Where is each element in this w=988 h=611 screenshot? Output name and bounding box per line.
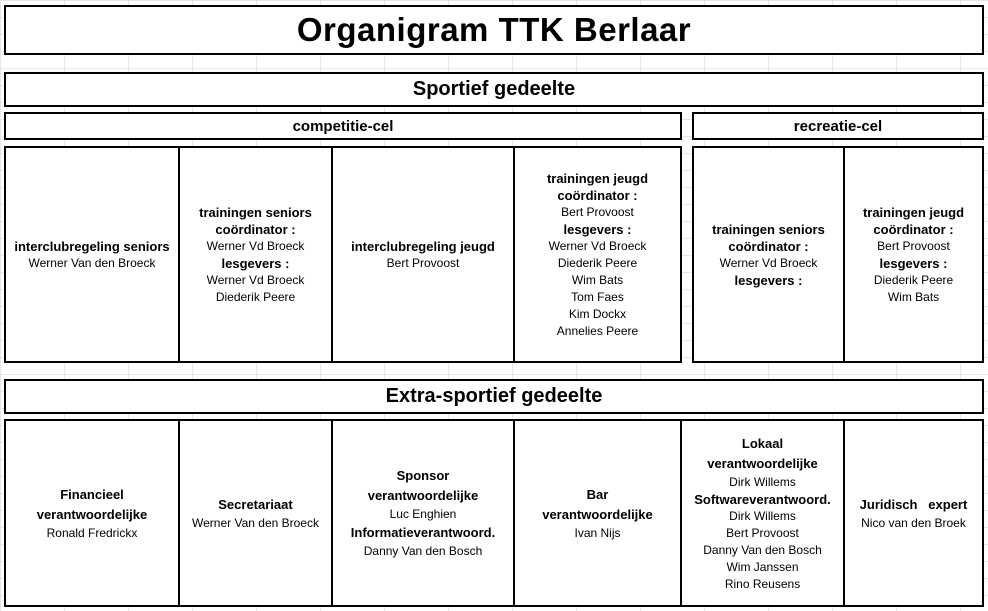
recreatie-header: [692, 112, 984, 140]
cell-title: trainingen seniors: [712, 221, 825, 237]
cell-person: Bert Provoost: [726, 525, 799, 540]
cell-subtitle: lesgevers :: [879, 255, 948, 271]
cell-person: Werner Van den Broeck: [192, 515, 319, 530]
cell-secretariaat: [178, 419, 333, 607]
sportief-heading: Sportief gedeelte: [412, 78, 576, 100]
cell-title: verantwoordelijke: [36, 506, 148, 522]
cell-trainingen-seniors-competitie: [178, 146, 333, 363]
cell-subtitle: coördinator :: [728, 238, 809, 254]
cell-person: Nico van den Broek: [861, 515, 966, 530]
sportief-header: [4, 72, 984, 107]
cell-person: Werner Van den Broeck: [28, 255, 156, 270]
extra-header: [4, 379, 984, 414]
cell-person: Werner Vd Broeck: [548, 238, 647, 253]
cell-sponsor: [331, 419, 515, 607]
cell-title: interclubregeling jeugd: [351, 238, 495, 254]
cell-person: Werner Vd Broeck: [206, 272, 305, 287]
cell-title: trainingen jeugd: [862, 204, 965, 220]
cell-juridisch: [843, 419, 984, 607]
cell-subtitle: coördinator :: [873, 221, 954, 237]
cell-subtitle: lesgevers :: [563, 221, 632, 237]
cell-person: Bert Provoost: [877, 238, 950, 253]
cell-subtitle: lesgevers :: [734, 272, 803, 288]
cell-person: Wim Bats: [887, 289, 940, 304]
cell-person: Diederik Peere: [215, 289, 296, 304]
cell-trainingen-seniors-recreatie: [692, 146, 845, 363]
cell-person: Ronald Fredrickx: [46, 525, 138, 540]
cell-subtitle: lesgevers :: [221, 255, 290, 271]
title-box: [4, 5, 984, 55]
cell-financieel: [4, 419, 180, 607]
cell-title: Secretariaat: [218, 496, 293, 512]
cell-person: Bert Provoost: [386, 255, 460, 270]
cell-person: Tom Faes: [571, 289, 624, 304]
competitie-header: [4, 112, 682, 140]
cell-title: verantwoordelijke: [367, 488, 479, 503]
cell-title: Juridisch expert: [859, 496, 968, 512]
cell-trainingen-jeugd-recreatie: [843, 146, 984, 363]
cell-person: Kim Dockx: [568, 306, 627, 321]
cell-title: interclubregeling seniors: [14, 238, 170, 254]
cell-interclub-jeugd: [331, 146, 515, 363]
cell-title: trainingen jeugd: [546, 170, 649, 186]
cell-person: Danny Van den Bosch: [703, 542, 822, 557]
cell-interclub-seniors: [4, 146, 180, 363]
cell-title: Financieel: [60, 486, 124, 502]
cell-title: Informatieverantwoord.: [350, 525, 496, 540]
cell-subtitle: coördinator :: [215, 221, 296, 237]
cell-title: Sponsor: [396, 468, 450, 483]
cell-person: Werner Vd Broeck: [206, 238, 305, 253]
cell-title: Softwareverantwoord.: [694, 491, 831, 507]
cell-title: verantwoordelijke: [542, 506, 653, 522]
cell-person: Luc Enghien: [389, 507, 457, 521]
cell-person: Dirk Willems: [729, 508, 796, 523]
cell-person: Wim Bats: [571, 272, 624, 287]
cell-person: Annelies Peere: [556, 323, 639, 338]
extra-heading: Extra-sportief gedeelte: [385, 385, 603, 407]
cell-bar: [513, 419, 682, 607]
cell-title: Lokaal: [741, 435, 784, 451]
cell-person: Rino Reusens: [724, 576, 801, 591]
cell-person: Diederik Peere: [557, 255, 638, 270]
cell-lokaal: [680, 419, 845, 607]
cell-person: Diederik Peere: [873, 272, 954, 287]
cell-title: trainingen seniors: [199, 204, 312, 220]
cell-person: Ivan Nijs: [574, 525, 621, 540]
cell-title: verantwoordelijke: [707, 455, 818, 471]
cell-person: Werner Vd Broeck: [719, 255, 818, 270]
competitie-heading: competitie-cel: [292, 117, 394, 135]
cell-title: Bar: [586, 486, 609, 502]
cell-person: Danny Van den Bosch: [363, 544, 483, 558]
page-title: Organigram TTK Berlaar: [296, 11, 692, 48]
cell-trainingen-jeugd-competitie: [513, 146, 682, 363]
cell-person: Bert Provoost: [561, 204, 634, 219]
cell-person: Dirk Willems: [729, 474, 796, 489]
recreatie-heading: recreatie-cel: [793, 117, 883, 135]
cell-subtitle: coördinator :: [557, 187, 638, 203]
cell-person: Wim Janssen: [726, 559, 799, 574]
